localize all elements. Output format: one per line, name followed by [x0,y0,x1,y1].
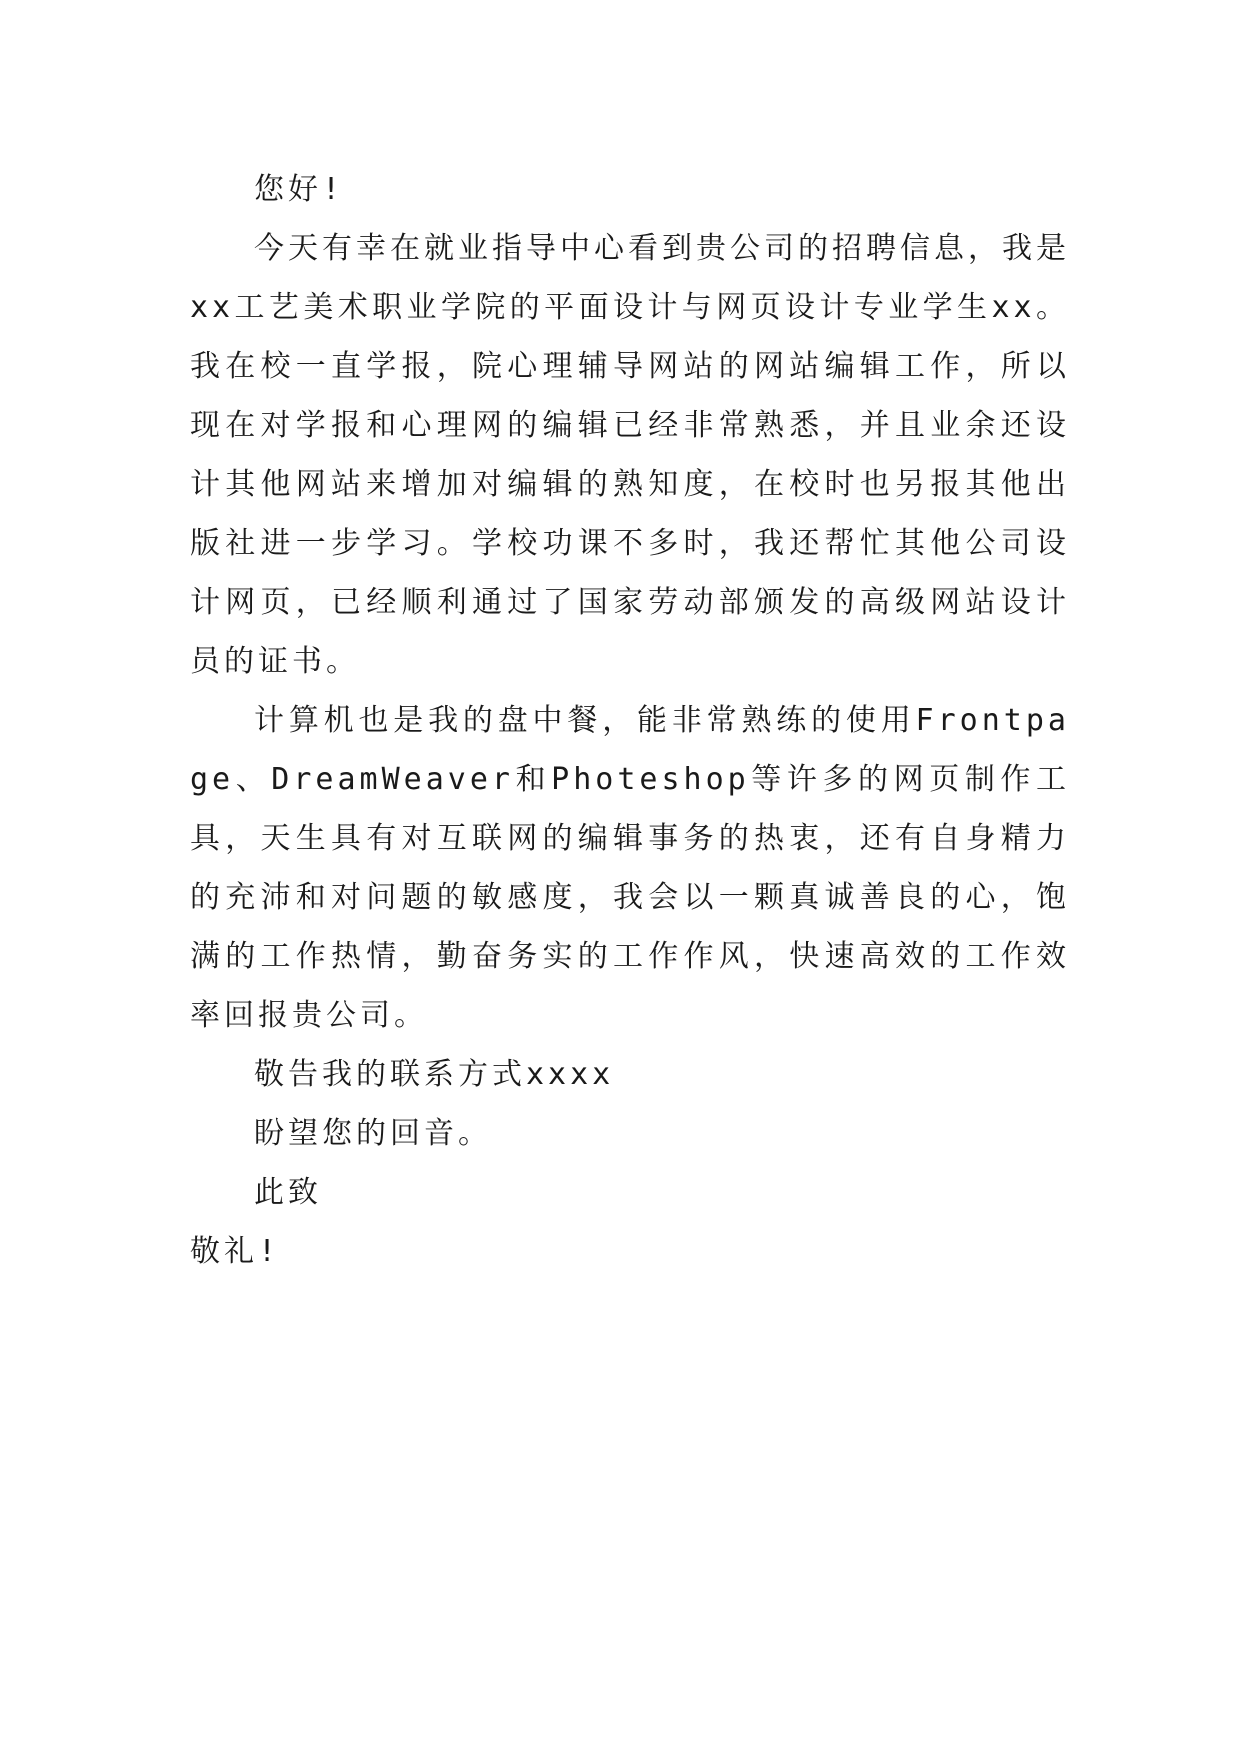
cover-letter [190,160,1070,1281]
hope-line: 盼望您的回音。 [254,1116,492,1151]
salute-line: 敬礼! [190,1234,281,1269]
closing-line: 此致 [254,1175,322,1210]
greeting: 您好! [254,172,345,207]
contact-line: 敬告我的联系方式xxxx [254,1057,615,1092]
body-paragraph-1: 今天有幸在就业指导中心看到贵公司的招聘信息，我是xx工艺美术职业学院的平面设计与网页设计专业学生xx。我在校一直学报，院心理辅导网站的网站编辑工作，所以现在对学报和心理网的编辑已经非常熟悉，并且业余还设计其他网站来增加对编辑的熟知度，在校时也另报其他出版社进一步学习。学校功课不多时，我还帮忙其他公司设计网页，已经顺利通过了国家劳动部颁发的高级网站设计员的证书。 [190,231,1070,679]
body-paragraph-2: 计算机也是我的盘中餐，能非常熟练的使用Frontpage、DreamWeaver和Photeshop等许多的网页制作工具，天生具有对互联网的编辑事务的热衷，还有自身精力的充沛和对问题的敏感度，我会以一颗真诚善良的心，饱满的工作热情，勤奋务实的工作作风，快速高效的工作效率回报贵公司。 [190,703,1070,1033]
